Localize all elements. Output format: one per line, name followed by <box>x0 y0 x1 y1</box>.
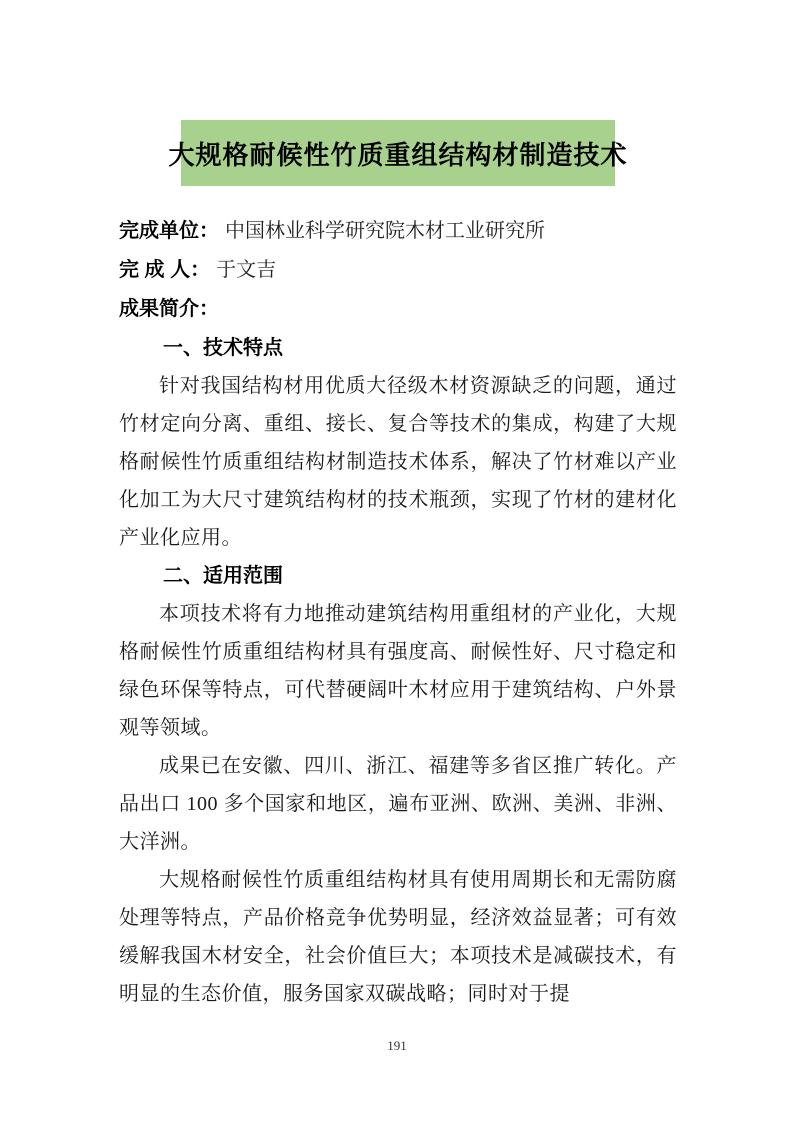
section-heading: 二、适用范围 <box>163 565 283 587</box>
page-title: 大规格耐候性竹质重组结构材制造技术 <box>168 140 628 170</box>
completion-unit-value: 中国林业科学研究院木材工业研究所 <box>225 220 545 242</box>
completion-person-label: 完 成 人： <box>119 259 211 281</box>
completion-unit-label: 完成单位： <box>119 220 219 242</box>
title-banner <box>168 120 628 186</box>
completion-unit-row <box>119 212 677 251</box>
meta-block <box>119 212 677 329</box>
intro-label: 成果简介： <box>119 298 219 320</box>
paragraph: 针对我国结构材用优质大径级木材资源缺乏的问题，通过竹材定向分离、重组、接长、复合等技术的集成，构建了大规格耐候性竹质重组结构材制造技术体系，解决了竹材难以产业化加工为大尺寸建筑结构材的技术瓶颈，实现了竹材的建材化产业化应用。 <box>119 375 677 549</box>
paragraph: 成果已在安徽、四川、浙江、福建等多省区推广转化。产品出口 100 多个国家和地区，遍布亚洲、欧洲、美洲、非洲、大洋洲。 <box>119 755 677 853</box>
page-number: 191 <box>387 1038 407 1053</box>
paragraph: 大规格耐候性竹质重组结构材具有使用周期长和无需防腐处理等特点，产品价格竞争优势明显，经济效益显著；可有效缓解我国木材安全，社会价值巨大；本项技术是减碳技术，有明显的生态价值，服务国家双碳战略；同时对于提 <box>119 869 677 1005</box>
section-application-scope <box>119 557 677 1013</box>
paragraph: 本项技术将有力地推动建筑结构用重组材的产业化，大规格耐候性竹质重组结构材具有强度高、耐候性好、尺寸稳定和绿色环保等特点，可代替硬阔叶木材应用于建筑结构、户外景观等领域。 <box>119 603 677 739</box>
completion-person-row <box>119 251 677 290</box>
section-heading: 一、技术特点 <box>163 337 283 359</box>
section-technical-features <box>119 329 677 557</box>
completion-person-value: 于文吉 <box>216 259 277 281</box>
page-content <box>119 120 677 1013</box>
intro-row <box>119 290 677 329</box>
